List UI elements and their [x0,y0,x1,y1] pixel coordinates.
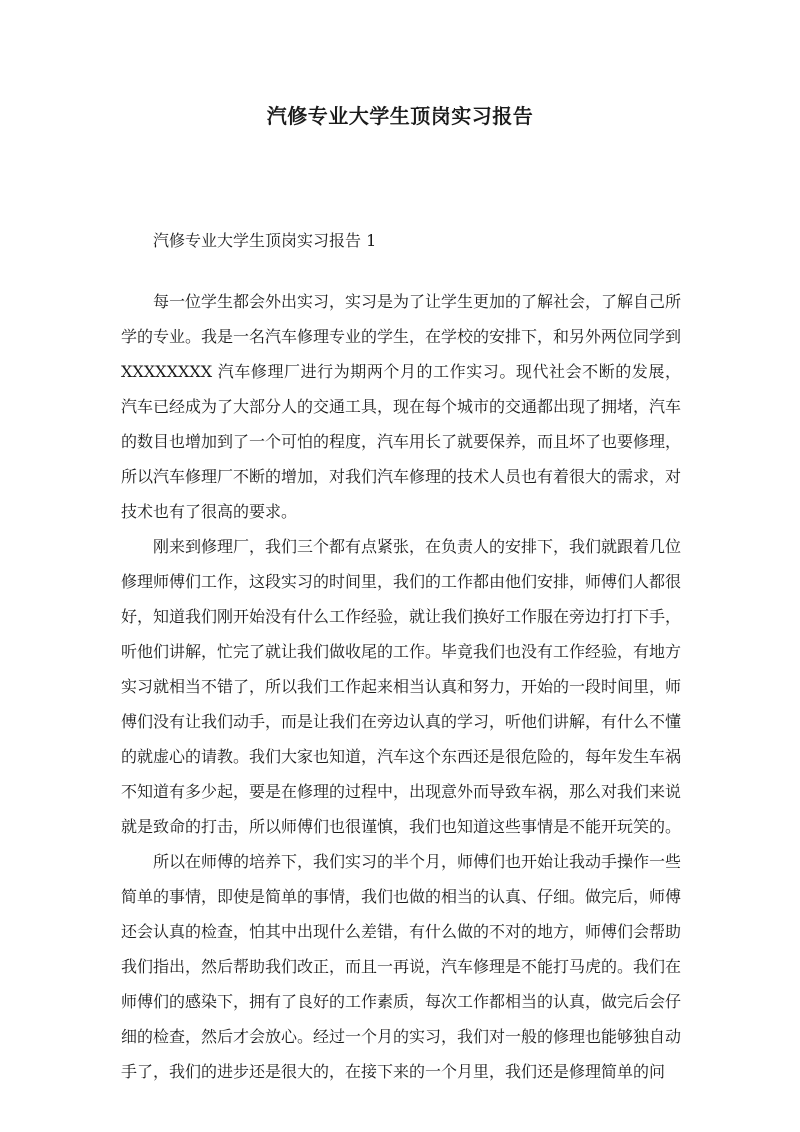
paragraph-1: 每一位学生都会外出实习，实习是为了让学生更加的了解社会，了解自己所学的专业。我是一名汽车修理专业的学生，在学校的安排下，和另外两位同学到 XXXXXXXX 汽车修理厂进行为期两个月的工作实习。现代社会不断的发展，汽车已经成为了大部分人的交通工具，现在每个城市的交通都出现了拥堵，汽车的数目也增加到了一个可怕的程度，汽车用长了就要保养，而且坏了也要修理，所以汽车修理厂不断的增加，对我们汽车修理的技术人员也有着很大的需求，对技术也有了很高的要求。 [121,292,682,521]
document-title: 汽修专业大学生顶岗实习报告 [266,104,534,128]
paragraph-3: 所以在师傅的培养下，我们实习的半个月，师傅们也开始让我动手操作一些简单的事情，即使是简单的事情，我们也做的相当的认真、仔细。做完后，师傅还会认真的检查，怕其中出现什么差错，有什么做的不对的地方，师傅们会帮助我们指出，然后帮助我们改正，而且一再说，汽车修理是不能打马虎的。我们在师傅们的感染下，拥有了良好的工作素质，每次工作都相当的认真，做完后会仔细的检查，然后才会放心。经过一个月的实习，我们对一般的修理也能够独自动手了，我们的进步还是很大的，在接下来的一个月里，我们还是修理简单的问 [121,852,682,1081]
paragraph-2: 刚来到修理厂，我们三个都有点紧张，在负责人的安排下，我们就跟着几位修理师傅们工作，这段实习的时间里，我们的工作都由他们安排，师傅们人都很好，知道我们刚开始没有什么工作经验，就让我们换好工作服在旁边打打下手，听他们讲解，忙完了就让我们做收尾的工作。毕竟我们也没有工作经验，有地方实习就相当不错了，所以我们工作起来相当认真和努力，开始的一段时间里，师傅们没有让我们动手，而是让我们在旁边认真的学习，听他们讲解，有什么不懂的就虚心的请教。我们大家也知道，汽车这个东西还是很危险的，每年发生车祸不知道有多少起，要是在修理的过程中，出现意外而导致车祸，那么对我们来说就是致命的打击，所以师傅们也很谨慎，我们也知道这些事情是不能开玩笑的。 [121,537,682,836]
document-body [121,284,681,1089]
section-heading: 汽修专业大学生顶岗实习报告 1 [153,231,377,250]
